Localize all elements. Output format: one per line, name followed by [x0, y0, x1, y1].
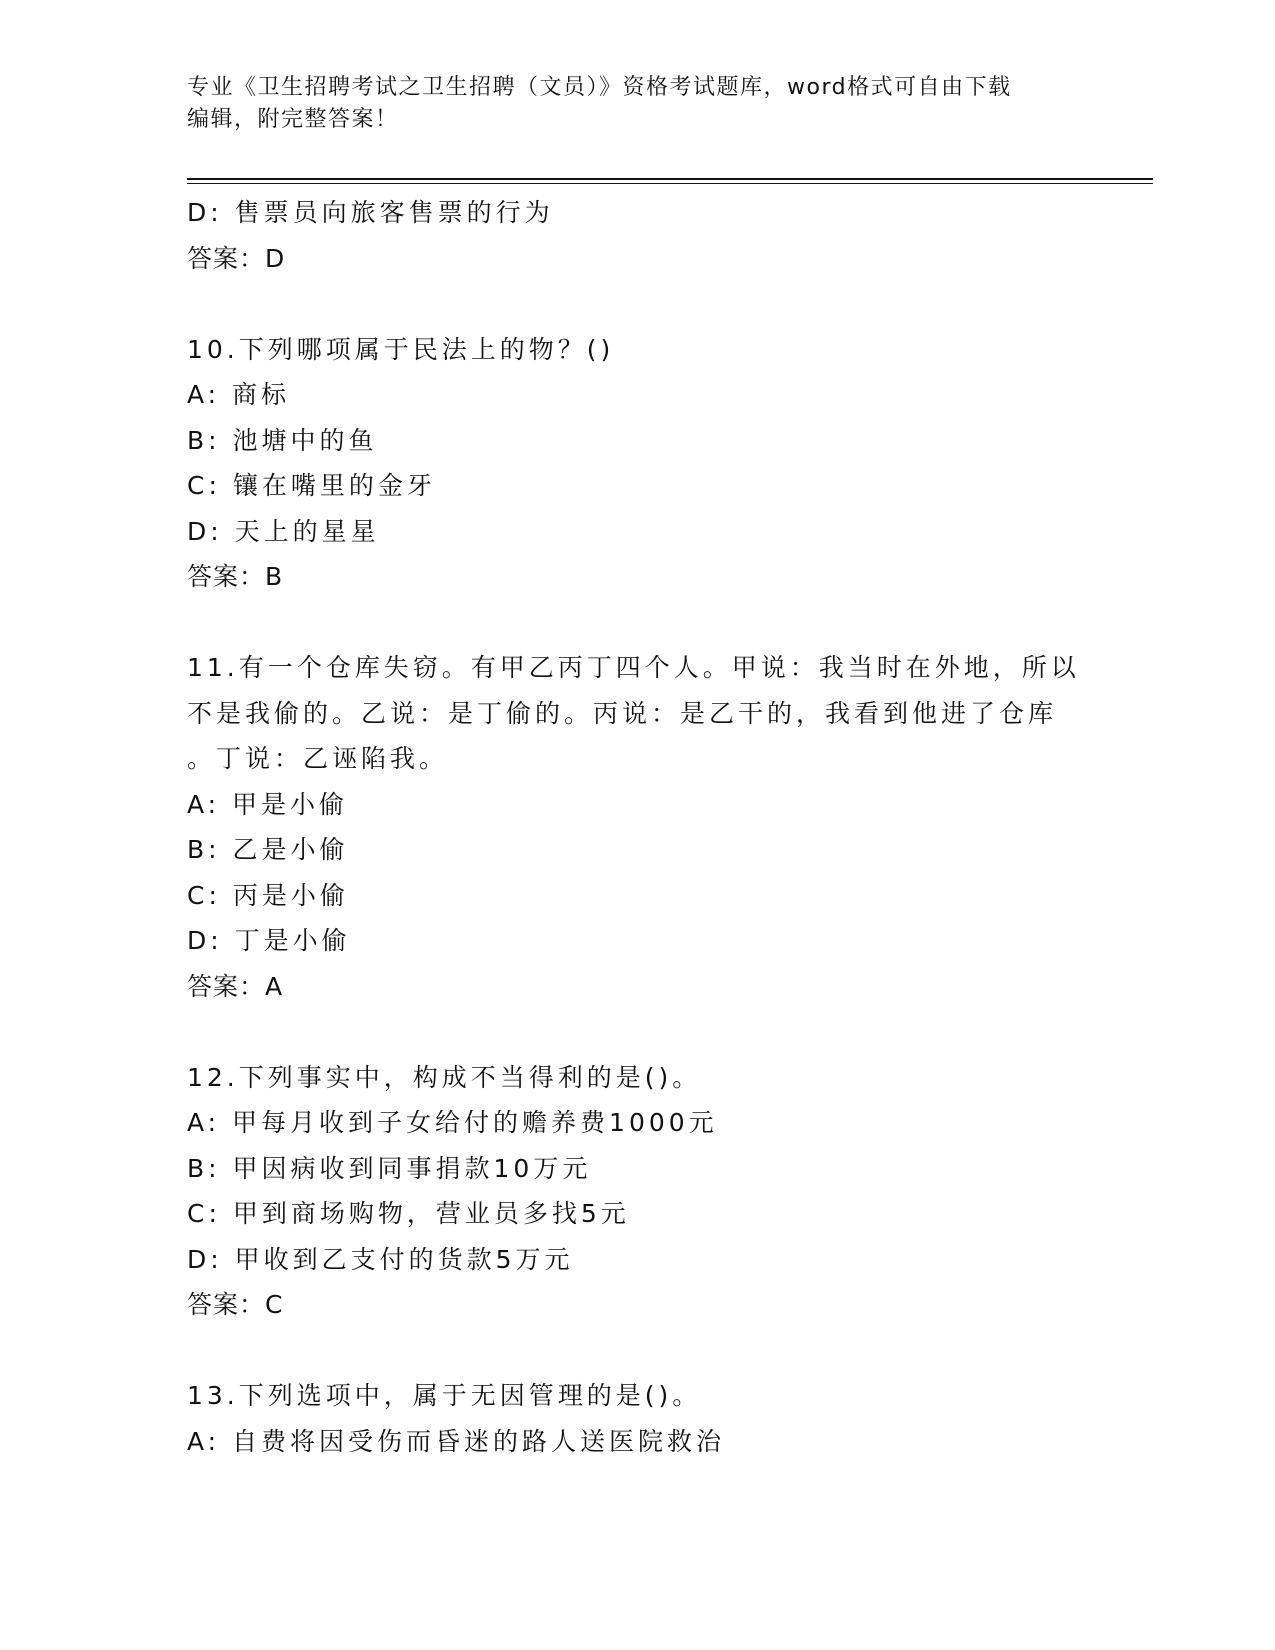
question-10 [187, 327, 1087, 600]
option-b: B: 甲因病收到同事捐款10万元 [187, 1153, 592, 1183]
question-13 [187, 1373, 1087, 1464]
option-a: A: 甲是小偷 [187, 789, 349, 819]
option-c: C: 镶在嘴里的金牙 [187, 471, 436, 500]
option-d: D: 甲收到乙支付的货款5万元 [187, 1244, 574, 1274]
option-b: B: 乙是小偷 [187, 835, 349, 864]
option-d: D: 天上的星星 [187, 516, 380, 546]
question-stem-line-3: 。丁说：乙诬陷我。 [187, 744, 449, 773]
question-stem: 12.下列事实中，构成不当得利的是()。 [187, 1062, 702, 1092]
option-c: C: 丙是小偷 [187, 880, 349, 910]
header-line-2: 编辑，附完整答案！ [187, 107, 399, 132]
question-11 [187, 645, 1087, 1009]
question-list [187, 190, 1087, 1464]
question-stem: 10.下列哪项属于民法上的物？() [187, 334, 615, 364]
question-stem-line-1: 11.有一个仓库失窃。有甲乙丙丁四个人。甲说：我当时在外地，所以 [187, 653, 1080, 682]
spacer [187, 600, 1087, 646]
question-stem-line-2: 不是我偷的。乙说：是丁偷的。丙说：是乙干的，我看到他进了仓库 [187, 698, 1058, 728]
option-d: D: 丁是小偷 [187, 926, 351, 955]
spacer [187, 1009, 1087, 1055]
option-a: A: 甲每月收到子女给付的赡养费1000元 [187, 1108, 718, 1137]
option-a: A: 商标 [187, 380, 291, 409]
header-divider-thin [187, 183, 1153, 184]
answer-line: 答案：B [187, 562, 284, 591]
answer-line: 答案：C [187, 1290, 284, 1319]
question-9-tail [187, 190, 1087, 281]
option-d: D: 售票员向旅客售票的行为 [187, 198, 554, 227]
header-line-1: 专业《卫生招聘考试之卫生招聘（文员）》资格考试题库，word格式可自由下载 [187, 75, 1012, 100]
question-stem: 13.下列选项中，属于无因管理的是()。 [187, 1381, 702, 1410]
spacer [187, 281, 1087, 327]
question-12 [187, 1055, 1087, 1328]
option-c: C: 甲到商场购物，营业员多找5元 [187, 1199, 630, 1228]
answer-line: 答案：A [187, 971, 284, 1001]
document-header [187, 72, 1087, 136]
spacer [187, 1328, 1087, 1374]
option-b: B: 池塘中的鱼 [187, 425, 378, 455]
option-a: A: 自费将因受伤而昏迷的路人送医院救治 [187, 1426, 726, 1456]
answer-line: 答案：D [187, 243, 286, 273]
header-divider-thick [187, 178, 1153, 180]
